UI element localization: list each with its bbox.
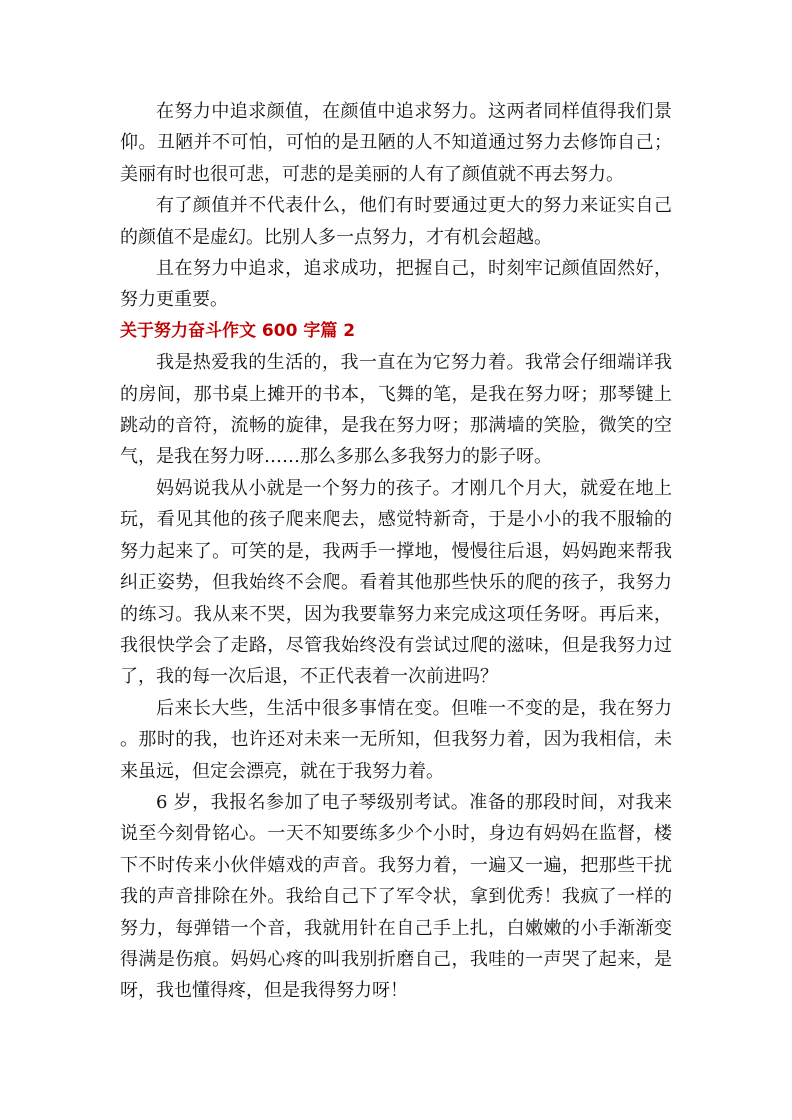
- paragraph: 在努力中追求颜值，在颜值中追求努力。这两者同样值得我们景仰。丑陋并不可怕，可怕的是丑陋的人不知道通过努力去修饰自己；美丽有时也很可悲，可悲的是美丽的人有了颜值就不再去努力。: [120, 101, 672, 185]
- paragraph: 我是热爱我的生活的，我一直在为它努力着。我常会仔细端详我的房间，那书桌上摊开的书本，飞舞的笔，是我在努力呀；那琴键上跳动的音符，流畅的旋律，是我在努力呀；那满墙的笑脸，微笑的空气，是我在努力呀……那么多那么多我努力的影子呀。: [120, 352, 672, 468]
- paragraph: 6 岁，我报名参加了电子琴级别考试。准备的那段时间，对我来说至今刻骨铭心。一天不知要练多少个小时，身边有妈妈在监督，楼下不时传来小伙伴嬉戏的声音。我努力着，一遍又一遍，把那些干扰我的声音排除在外。我给自己下了军令状，拿到优秀！我疯了一样的努力，每弹错一个音，我就用针在自己手上扎，白嫩嫩的小手渐渐变得满是伤痕。妈妈心疼的叫我别折磨自己，我哇的一声哭了起来，是呀，我也懂得疼，但是我得努力呀！: [120, 791, 672, 1002]
- section-heading: 关于努力奋斗作文 600 字篇 2: [120, 320, 356, 341]
- paragraph: 妈妈说我从小就是一个努力的孩子。才刚几个月大，就爱在地上玩，看见其他的孩子爬来爬去，感觉特新奇，于是小小的我不服输的努力起来了。可笑的是，我两手一撑地，慢慢往后退，妈妈跑来帮我纠正姿势，但我始终不会爬。看着其他那些快乐的爬的孩子，我努力的练习。我从来不哭，因为我要靠努力来完成这项任务呀。再后来，我很快学会了走路，尽管我始终没有尝试过爬的滋味，但是我努力过了，我的每一次后退，不正代表着一次前进吗？: [120, 477, 672, 688]
- document-page: [120, 96, 672, 1007]
- paragraph: 有了颜值并不代表什么，他们有时要通过更大的努力来证实自己的颜值不是虚幻。比别人多一点努力，才有机会超越。: [120, 195, 672, 248]
- paragraph: 且在努力中追求，追求成功，把握自己，时刻牢记颜值固然好，努力更重要。: [120, 258, 672, 311]
- paragraph: 后来长大些，生活中很多事情在变。但唯一不变的是，我在努力。那时的我，也许还对未来一无所知，但我努力着，因为我相信，未来虽远，但定会漂亮，就在于我努力着。: [120, 697, 672, 782]
